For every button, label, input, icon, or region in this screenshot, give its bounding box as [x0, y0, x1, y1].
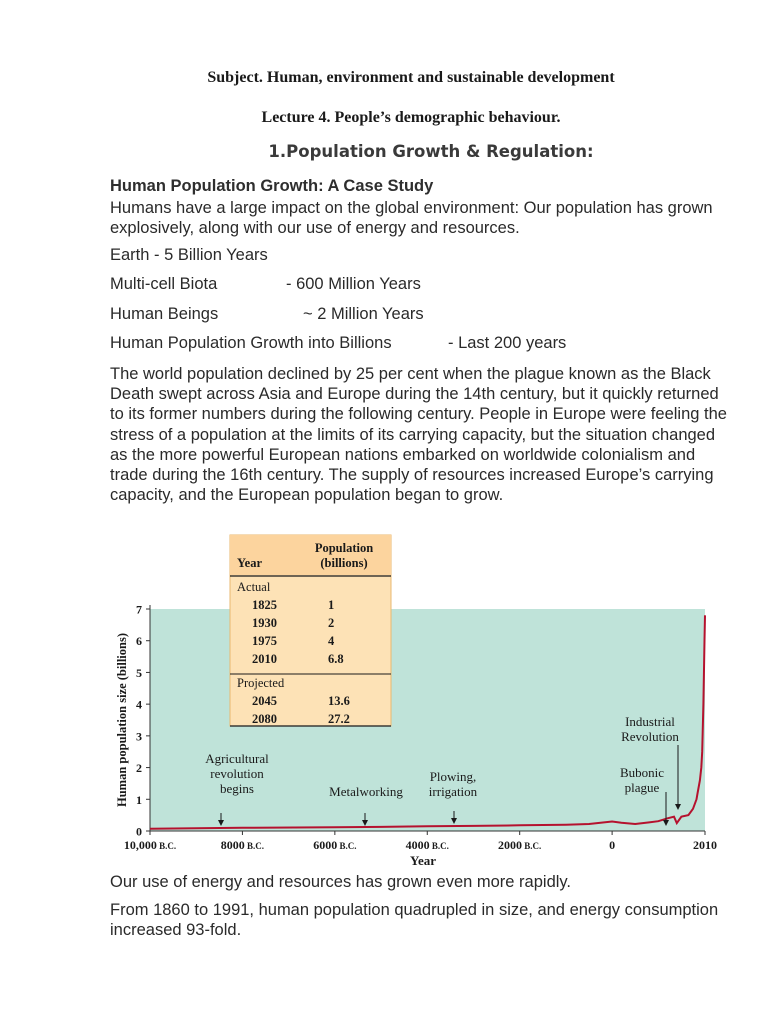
- table-cell-year: 1975: [252, 634, 277, 648]
- timeline-label: Human Population Growth into Billions: [110, 334, 392, 352]
- annotation-label: revolution: [210, 766, 264, 781]
- timeline-value: - 600 Million Years: [286, 275, 421, 293]
- y-tick-label: 7: [136, 602, 142, 617]
- table-cell-year: 2080: [252, 712, 277, 726]
- x-tick-label: 6000 B.C.: [313, 838, 357, 852]
- table-cell-population: 27.2: [328, 712, 350, 726]
- annotation-label: Industrial: [625, 714, 675, 729]
- table-group-label: Projected: [237, 676, 285, 690]
- table-cell-year: 1930: [252, 616, 277, 630]
- closing-line-1: Our use of energy and resources has grown even more rapidly.: [110, 873, 572, 891]
- annotation-label: Metalworking: [329, 784, 403, 799]
- table-cell-year: 1825: [252, 598, 277, 612]
- x-tick-label: 10,000 B.C.: [123, 838, 177, 852]
- x-tick-label: 2000 B.C.: [498, 838, 542, 852]
- table-cell-year: 2010: [252, 652, 277, 666]
- case-study-heading: Human Population Growth: A Case Study: [110, 177, 434, 195]
- x-tick-label: 8000 B.C.: [220, 838, 265, 852]
- y-tick-label: 5: [136, 665, 142, 680]
- y-axis: [136, 603, 150, 839]
- table-cell-population: 13.6: [328, 694, 350, 708]
- annotation-label: Plowing,: [429, 769, 477, 784]
- annotation-label: plague: [624, 780, 660, 795]
- annotation-label: irrigation: [428, 784, 478, 799]
- section-title: 1.Population Growth & Regulation:: [268, 142, 594, 161]
- y-tick-label: 6: [136, 634, 142, 649]
- timeline-label: Earth - 5 Billion Years: [110, 246, 268, 264]
- subject-heading: Subject. Human, environment and sustainable development: [207, 69, 615, 86]
- table-header-population: (billions): [320, 556, 368, 570]
- table-cell-population: 1: [328, 598, 335, 612]
- population-growth-chart: [0, 530, 768, 870]
- history-paragraph: The world population declined by 25 per cent when the plague known as the Black Death swept across Asia and Europe during the 14th century, but it quickly returned to its former numbers during the following century. People in Europe were feeling the stress of a population at the limits of its carrying capacity, but the situation changed as the more powerful European nations embarked on worldwide colonialism and trade during the 16th century. The supply of resources increased Europe’s carrying capacity, and the European population began to grow.: [110, 365, 727, 505]
- table-cell-population: 4: [328, 634, 335, 648]
- intro-paragraph: Humans have a large impact on the global environment: Our population has grown explosively, along with our use of energy and resources.: [110, 199, 713, 238]
- x-tick-label: 2010: [693, 838, 717, 852]
- x-tick-label: 0: [609, 838, 616, 852]
- timeline-value: ~ 2 Million Years: [303, 305, 424, 323]
- annotation-label: Agricultural: [205, 751, 269, 766]
- lecture-heading: Lecture 4. People’s demographic behaviour.: [261, 109, 561, 126]
- y-tick-label: 1: [136, 792, 142, 807]
- annotation-label: Revolution: [621, 729, 679, 744]
- population-table: [230, 535, 391, 726]
- table-header-year: Year: [237, 556, 262, 570]
- x-axis: [124, 831, 717, 852]
- timeline-label: Multi-cell Biota: [110, 275, 218, 293]
- y-axis-title: Human population size (billions): [115, 633, 129, 807]
- y-tick-label: 3: [136, 729, 142, 744]
- annotation-label: begins: [220, 781, 254, 796]
- y-tick-label: 4: [136, 697, 142, 712]
- table-cell-population: 6.8: [328, 652, 344, 666]
- table-header-population: Population: [314, 541, 374, 555]
- y-tick-label: 2: [136, 761, 142, 776]
- closing-line-2: From 1860 to 1991, human population quadrupled in size, and energy consumption increased 93-fold.: [110, 901, 719, 940]
- timeline-value: - Last 200 years: [448, 334, 567, 352]
- y-tick-label: 0: [136, 824, 142, 839]
- table-cell-year: 2045: [252, 694, 277, 708]
- table-group-label: Actual: [237, 580, 271, 594]
- timeline-label: Human Beings: [110, 305, 219, 323]
- table-cell-population: 2: [328, 616, 335, 630]
- x-axis-title: Year: [410, 853, 436, 868]
- x-tick-label: 4000 B.C.: [405, 838, 449, 852]
- annotation-label: Bubonic: [619, 765, 665, 780]
